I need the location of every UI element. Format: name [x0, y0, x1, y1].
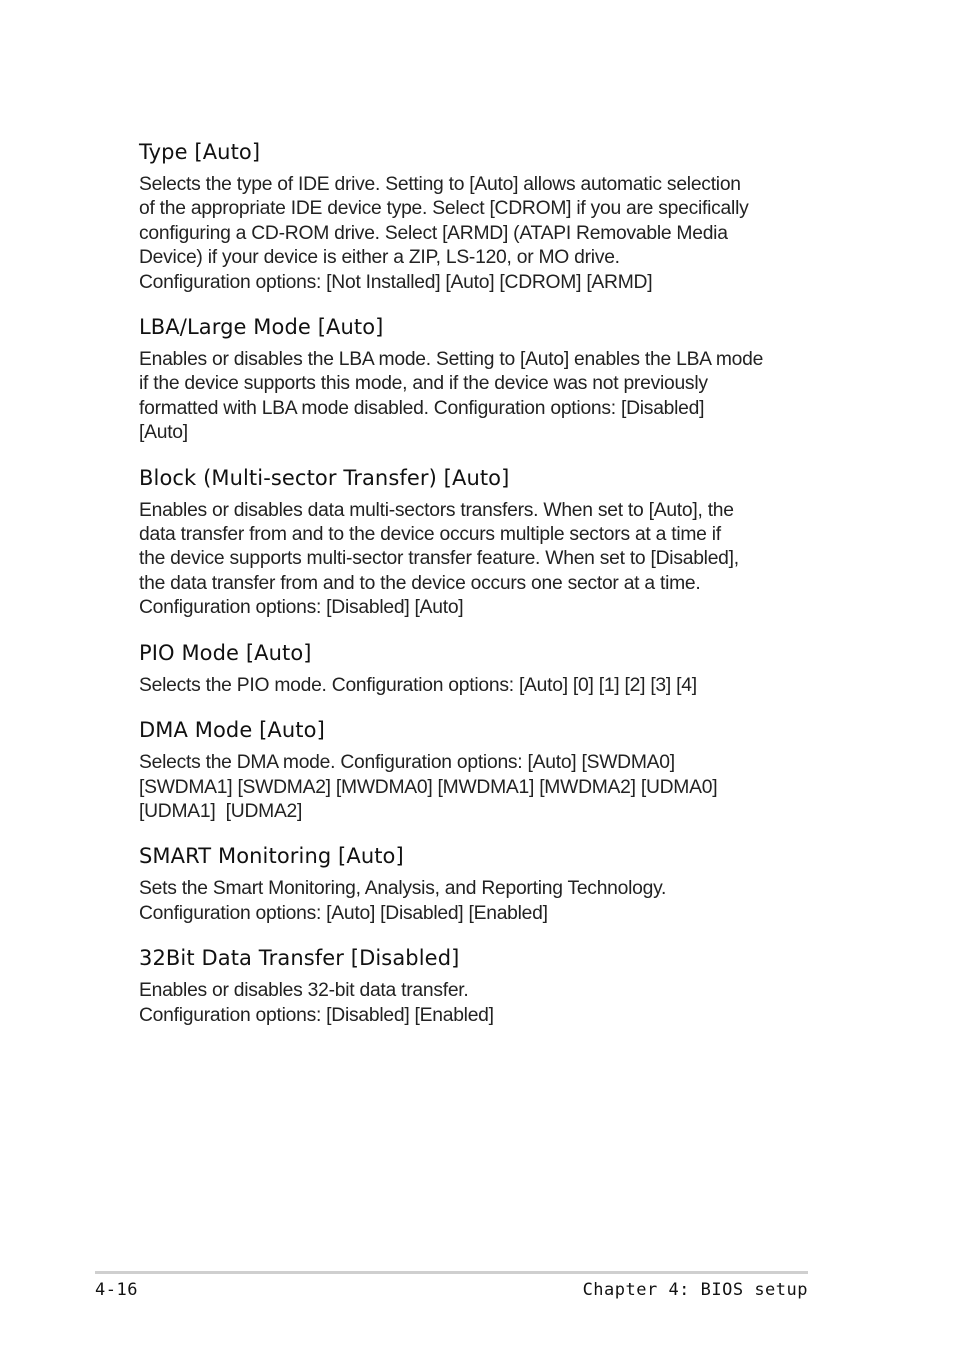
description-line: [Auto] — [139, 422, 188, 444]
description-line: Enables or disables 32-bit data transfer. — [139, 980, 469, 1002]
section-pio-mode — [139, 639, 819, 698]
section-description — [139, 751, 819, 824]
description-line: data transfer from and to the device occurs multiple sectors at a time if — [139, 524, 721, 546]
section-dma-mode — [139, 716, 819, 824]
section-32bit-data-transfer — [139, 944, 819, 1028]
description-line: if the device supports this mode, and if the device was not previously — [139, 373, 708, 395]
section-title: Block (Multi-sector Transfer) [Auto] — [139, 465, 510, 490]
section-title: 32Bit Data Transfer [Disabled] — [139, 946, 460, 971]
description-line: formatted with LBA mode disabled. Configuration options: [Disabled] — [139, 397, 705, 419]
description-line: the device supports multi-sector transfer feature. When set to [Disabled], — [139, 548, 739, 570]
section-description — [139, 877, 819, 926]
section-description — [139, 674, 819, 698]
section-lba-large-mode — [139, 313, 819, 446]
section-title: LBA/Large Mode [Auto] — [139, 315, 384, 340]
section-description — [139, 499, 819, 621]
description-line: Configuration options: [Disabled] [Auto] — [139, 597, 464, 619]
section-title: PIO Mode [Auto] — [139, 640, 312, 665]
footer-divider — [95, 1271, 808, 1274]
section-title: SMART Monitoring [Auto] — [139, 844, 404, 869]
description-line: Selects the PIO mode. Configuration options: [Auto] [0] [1] [2] [3] [4] — [139, 674, 697, 696]
page-content — [139, 138, 819, 1046]
section-type — [139, 138, 819, 295]
description-line: the data transfer from and to the device occurs one sector at a time. — [139, 572, 701, 594]
section-description — [139, 348, 819, 446]
section-block-transfer — [139, 464, 819, 621]
chapter-title: Chapter 4: BIOS setup — [582, 1280, 808, 1300]
section-smart-monitoring — [139, 842, 819, 926]
description-line: of the appropriate IDE device type. Select [CDROM] if you are specifically — [139, 198, 749, 220]
description-line: Configuration options: [Auto] [Disabled] [Enabled] — [139, 902, 548, 924]
description-line: Selects the type of IDE drive. Setting to [Auto] allows automatic selection — [139, 174, 741, 195]
description-line: Device) if your device is either a ZIP, LS-120, or MO drive. — [139, 247, 620, 269]
description-line: Sets the Smart Monitoring, Analysis, and Reporting Technology. — [139, 878, 667, 900]
description-line: Configuration options: [Disabled] [Enabled] — [139, 1004, 494, 1026]
section-title: Type [Auto] — [139, 140, 261, 164]
description-line: Enables or disables the LBA mode. Setting to [Auto] enables the LBA mode — [139, 349, 764, 371]
page-number: 4-16 — [95, 1280, 138, 1300]
section-title: DMA Mode [Auto] — [139, 718, 325, 743]
description-line: [UDMA1] [UDMA2] — [139, 800, 303, 822]
section-description — [139, 173, 819, 295]
description-line: [SWDMA1] [SWDMA2] [MWDMA0] [MWDMA1] [MWDMA2] [UDMA0] — [139, 776, 718, 798]
description-line: configuring a CD-ROM drive. Select [ARMD] (ATAPI Removable Media — [139, 222, 728, 244]
description-line: Selects the DMA mode. Configuration options: [Auto] [SWDMA0] — [139, 752, 675, 774]
section-description — [139, 979, 819, 1028]
description-line: Configuration options: [Not Installed] [Auto] [CDROM] [ARMD] — [139, 271, 653, 293]
description-line: Enables or disables data multi-sectors transfers. When set to [Auto], the — [139, 499, 734, 521]
